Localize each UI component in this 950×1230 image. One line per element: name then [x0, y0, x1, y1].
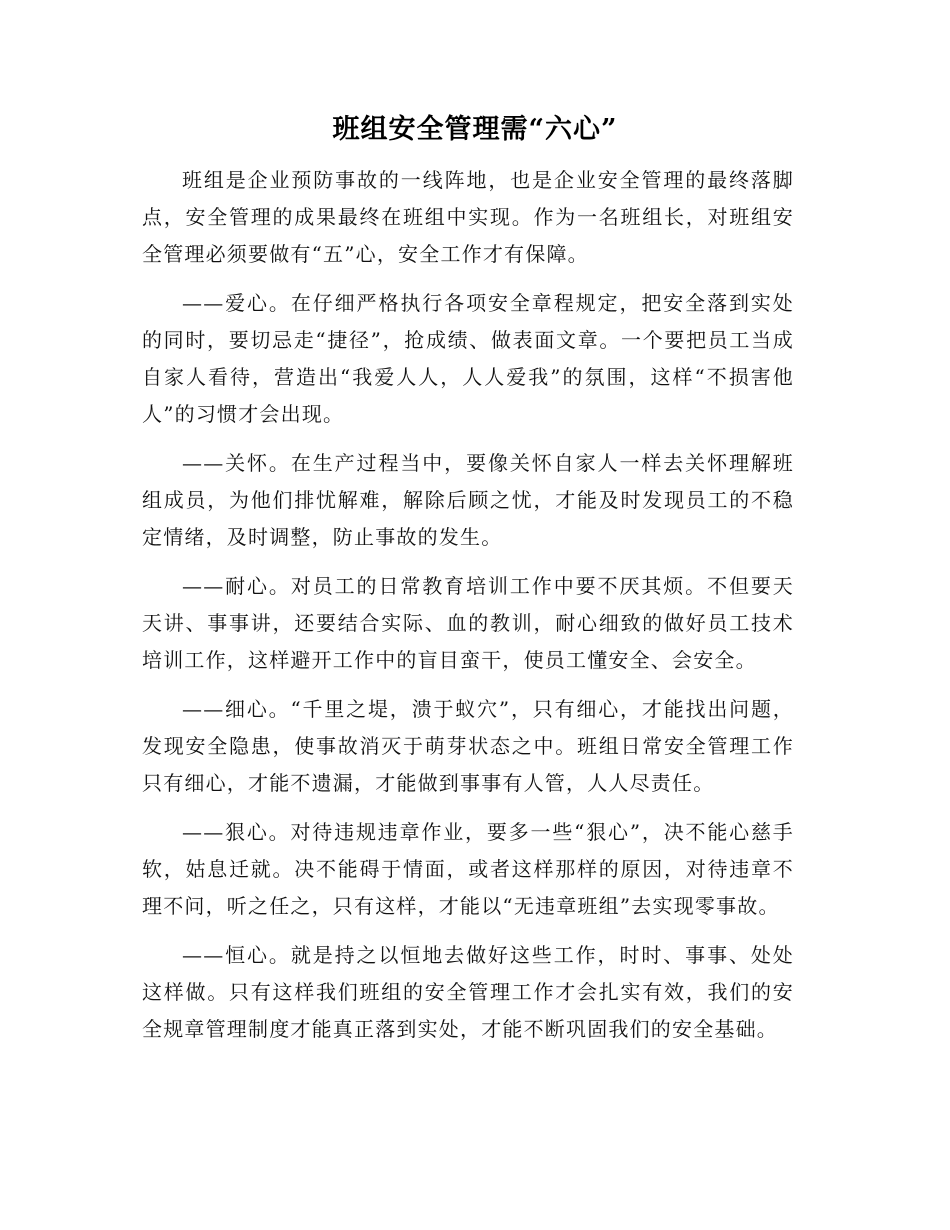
paragraph-care: ——关怀。在生产过程当中，要像关怀自家人一样去关怀理解班组成员，为他们排忧解难，解除后顾之忧，才能及时发现员工的不稳定情绪，及时调整，防止事故的发生。: [142, 451, 794, 549]
paragraph-carefulness: ——细心。“千里之堤，溃于蚁穴”，只有细心，才能找出问题，发现安全隐患，使事故消灭于萌芽状态之中。班组日常安全管理工作只有细心，才能不遗漏，才能做到事事有人管，人人尽责任。: [142, 697, 794, 795]
document-title: 班组安全管理需“六心”: [332, 114, 618, 145]
paragraph-intro: 班组是企业预防事故的一线阵地，也是企业安全管理的最终落脚点，安全管理的成果最终在班组中实现。作为一名班组长，对班组安全管理必须要做有“五”心，安全工作才有保障。: [142, 168, 794, 266]
paragraph-perseverance: ——恒心。就是持之以恒地去做好这些工作，时时、事事、处处这样做。只有这样我们班组的安全管理工作才会扎实有效，我们的安全规章管理制度才能真正落到实处，才能不断巩固我们的安全基础。: [142, 943, 794, 1041]
paragraph-love: ——爱心。在仔细严格执行各项安全章程规定，把安全落到实处的同时，要切忌走“捷径”，抢成绩、做表面文章。一个要把员工当成自家人看待，营造出“我爱人人，人人爱我”的氛围，这样“不损害他人”的习惯才会出现。: [142, 291, 794, 426]
paragraph-firmness: ——狠心。对待违规违章作业，要多一些“狠心”，决不能心慈手软，姑息迁就。决不能碍于情面，或者这样那样的原因，对待违章不理不问，听之任之，只有这样，才能以“无违章班组”去实现零事故。: [142, 820, 794, 918]
document-body: [142, 162, 794, 1060]
paragraph-patience: ——耐心。对员工的日常教育培训工作中要不厌其烦。不但要天天讲、事事讲，还要结合实际、血的教训，耐心细致的做好员工技术培训工作，这样避开工作中的盲目蛮干，使员工懂安全、会安全。: [142, 574, 794, 672]
